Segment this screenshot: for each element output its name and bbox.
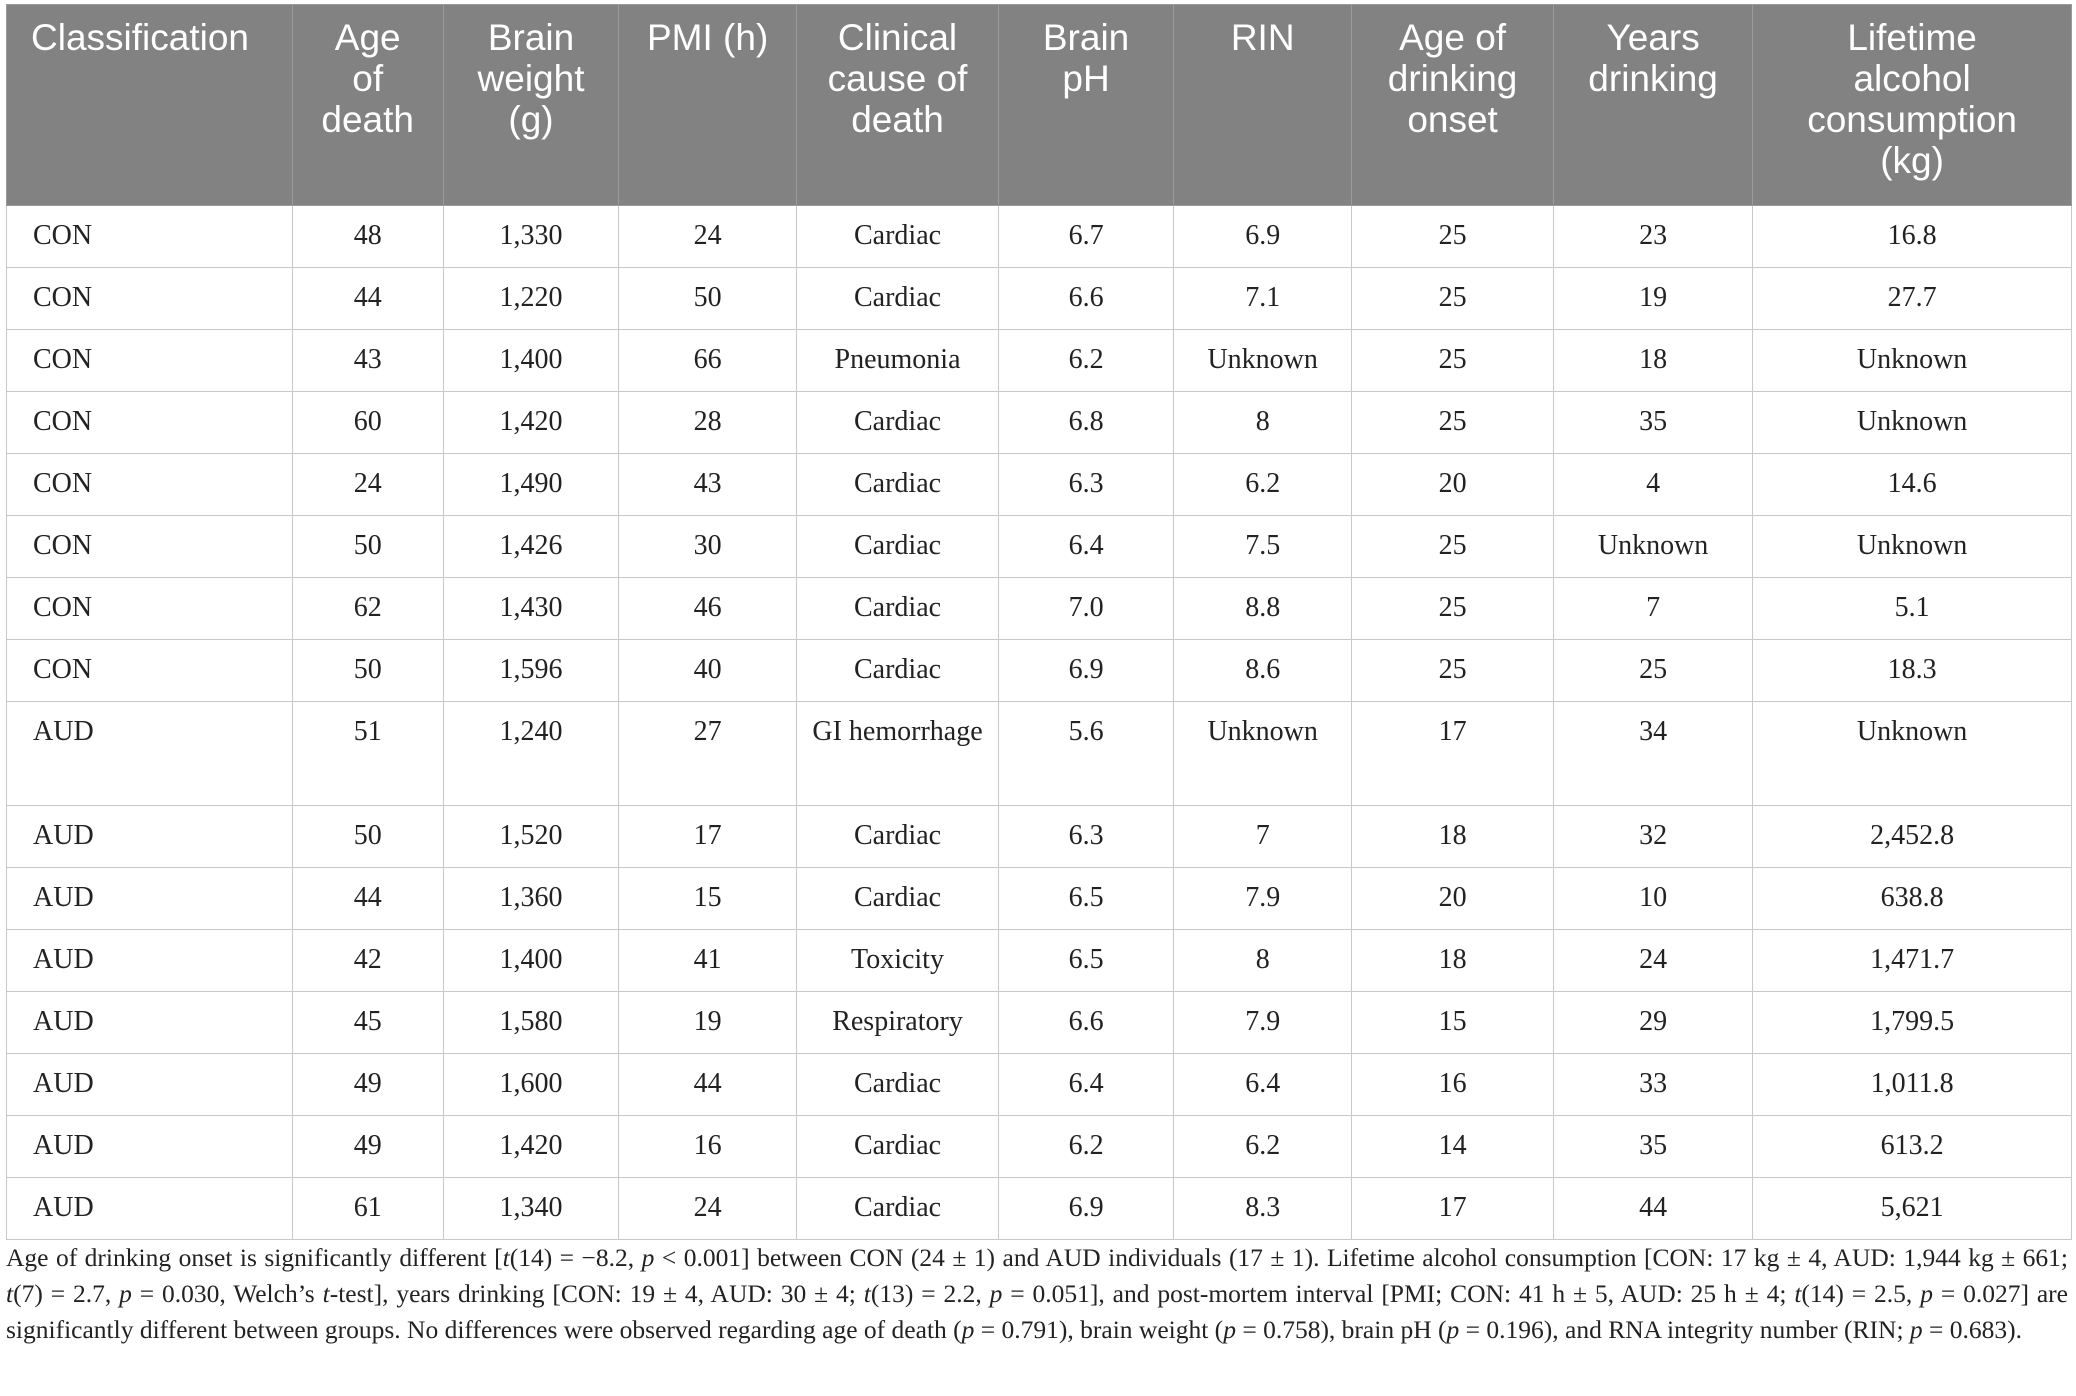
table-cell: AUD	[7, 930, 293, 992]
table-cell: 25	[1352, 578, 1554, 640]
table-cell: 6.7	[998, 206, 1173, 268]
column-header-line: death	[851, 99, 944, 140]
table-cell: 43	[619, 454, 797, 516]
footnote-text: -test], years drinking [CON: 19 ± 4, AUD: 30 ± 4;	[329, 1279, 864, 1308]
column-header-line: Age	[334, 17, 401, 58]
table-cell: Cardiac	[797, 1178, 999, 1240]
column-header-line: Classification	[31, 17, 249, 58]
table-cell: CON	[7, 268, 293, 330]
table-cell: AUD	[7, 1116, 293, 1178]
table-row	[7, 806, 2072, 868]
column-header-line: Lifetime	[1847, 17, 1977, 58]
footnote-text: = 0.030, Welch’s	[131, 1279, 323, 1308]
table-cell: 32	[1554, 806, 1753, 868]
table-row	[7, 330, 2072, 392]
table-row	[7, 516, 2072, 578]
table-cell: 17	[1352, 702, 1554, 806]
column-header-line: death	[321, 99, 414, 140]
table-cell: 27.7	[1753, 268, 2072, 330]
table-cell: CON	[7, 392, 293, 454]
table-cell: 19	[1554, 268, 1753, 330]
footnote-text: = 0.027] are significantly different between groups. No differences were observed regarding age of death (	[6, 1279, 2068, 1344]
footnote-italic: p	[989, 1279, 1003, 1308]
table-cell: 6.8	[998, 392, 1173, 454]
table-cell: 40	[619, 640, 797, 702]
table-cell: Cardiac	[797, 268, 999, 330]
table-cell: 51	[292, 702, 443, 806]
column-header-line: Years	[1606, 17, 1700, 58]
footnote-text: = 0.683).	[1922, 1315, 2023, 1344]
table-cell: 1,400	[443, 930, 618, 992]
table-cell: 7.1	[1174, 268, 1352, 330]
table-cell: 20	[1352, 868, 1554, 930]
table-cell: 44	[292, 868, 443, 930]
table-cell: 35	[1554, 392, 1753, 454]
footnote-italic: p	[641, 1243, 655, 1272]
table-cell: 7.9	[1174, 868, 1352, 930]
column-header-line: Brain	[487, 17, 575, 58]
table-cell: Cardiac	[797, 392, 999, 454]
table-cell: 7	[1554, 578, 1753, 640]
footnote-italic: t	[6, 1279, 14, 1308]
column-header-line: cause of	[827, 58, 968, 99]
table-cell: 1,430	[443, 578, 618, 640]
column-header-line: weight	[477, 58, 585, 99]
table-row	[7, 868, 2072, 930]
table-cell: 5,621	[1753, 1178, 2072, 1240]
table-row	[7, 930, 2072, 992]
table-cell: 1,426	[443, 516, 618, 578]
table-cell: Unknown	[1753, 702, 2072, 806]
column-header	[1174, 5, 1352, 206]
table-row	[7, 206, 2072, 268]
table-row	[7, 992, 2072, 1054]
table-row	[7, 268, 2072, 330]
table-cell: 6.6	[998, 992, 1173, 1054]
table-cell: Respiratory	[797, 992, 999, 1054]
table-cell: 25	[1352, 268, 1554, 330]
table-cell: 50	[292, 640, 443, 702]
column-header-line: PMI (h)	[646, 17, 769, 58]
table-row	[7, 702, 2072, 806]
footnote-text: (14) = −8.2,	[509, 1243, 642, 1272]
column-header	[292, 5, 443, 206]
table-cell: 15	[619, 868, 797, 930]
table-cell: 6.3	[998, 806, 1173, 868]
table-cell: 44	[1554, 1178, 1753, 1240]
table-cell: 1,520	[443, 806, 618, 868]
table-cell: 45	[292, 992, 443, 1054]
footnote-text: = 0.051], and post-mortem interval [PMI; CON: 41 h ± 5, AUD: 25 h ± 4;	[1002, 1279, 1795, 1308]
table-row	[7, 640, 2072, 702]
table-cell: Unknown	[1753, 392, 2072, 454]
table-cell: 6.4	[998, 1054, 1173, 1116]
table-cell: 25	[1554, 640, 1753, 702]
column-header	[1554, 5, 1753, 206]
table-cell: 7.0	[998, 578, 1173, 640]
table-cell: 25	[1352, 640, 1554, 702]
table-cell: Cardiac	[797, 516, 999, 578]
table-cell: 4	[1554, 454, 1753, 516]
footnote-text: = 0.791), brain weight (	[974, 1315, 1224, 1344]
footnote-text: = 0.196), and RNA integrity number (RIN;	[1459, 1315, 1910, 1344]
footnote-text: (7) = 2.7,	[13, 1279, 120, 1308]
table-cell: 1,420	[443, 1116, 618, 1178]
column-header-line: pH	[1062, 58, 1110, 99]
table-cell: AUD	[7, 868, 293, 930]
column-header-line: Age of	[1399, 17, 1507, 58]
table-cell: 35	[1554, 1116, 1753, 1178]
table-cell: 27	[619, 702, 797, 806]
table-cell: 7.5	[1174, 516, 1352, 578]
table-cell: AUD	[7, 806, 293, 868]
table-cell: 1,340	[443, 1178, 618, 1240]
column-header-line: (kg)	[1880, 140, 1944, 181]
table-cell: 16.8	[1753, 206, 2072, 268]
table-cell: 23	[1554, 206, 1753, 268]
table-cell: 1,330	[443, 206, 618, 268]
table-cell: 7.9	[1174, 992, 1352, 1054]
table-cell: 8.8	[1174, 578, 1352, 640]
table-cell: 1,580	[443, 992, 618, 1054]
table-cell: 33	[1554, 1054, 1753, 1116]
table-cell: AUD	[7, 702, 293, 806]
footnote-text: (14) = 2.5,	[1801, 1279, 1921, 1308]
table-cell: 8	[1174, 392, 1352, 454]
table-cell: 6.9	[998, 640, 1173, 702]
table-cell: 41	[619, 930, 797, 992]
table-cell: 62	[292, 578, 443, 640]
table-cell: Cardiac	[797, 1054, 999, 1116]
footnote-italic: t	[322, 1279, 330, 1308]
table-cell: 6.9	[1174, 206, 1352, 268]
table-cell: 18	[1554, 330, 1753, 392]
column-header	[998, 5, 1173, 206]
table-cell: 49	[292, 1116, 443, 1178]
table-cell: CON	[7, 454, 293, 516]
column-header	[7, 5, 293, 206]
column-header	[797, 5, 999, 206]
footnote-italic: p	[1920, 1279, 1933, 1308]
table-cell: 18	[1352, 806, 1554, 868]
table-cell: 24	[619, 206, 797, 268]
table-cell: 18	[1352, 930, 1554, 992]
table-cell: 29	[1554, 992, 1753, 1054]
footnote-italic: p	[961, 1315, 975, 1344]
table-cell: 6.2	[998, 330, 1173, 392]
column-header	[1352, 5, 1554, 206]
table-cell: 1,011.8	[1753, 1054, 2072, 1116]
table-row	[7, 454, 2072, 516]
footnote-text: = 0.758), brain pH (	[1235, 1315, 1447, 1344]
column-header-line: drinking	[1387, 58, 1518, 99]
table-cell: 2,452.8	[1753, 806, 2072, 868]
table-cell: 5.6	[998, 702, 1173, 806]
table-cell: Unknown	[1554, 516, 1753, 578]
footnote-text: < 0.001] between CON (24 ± 1) and AUD individuals (17 ± 1). Lifetime alcohol consumption [CON: 17 kg ± 4, AUD: 1,944 kg ± 661;	[654, 1243, 2068, 1272]
table-cell: 50	[292, 806, 443, 868]
table-cell: 8	[1174, 930, 1352, 992]
table-cell: 34	[1554, 702, 1753, 806]
table-cell: Cardiac	[797, 640, 999, 702]
footnote-italic: p	[1223, 1315, 1236, 1344]
table-cell: GI hemorrhage	[797, 702, 999, 806]
column-header	[443, 5, 618, 206]
table-cell: 30	[619, 516, 797, 578]
table-cell: 18.3	[1753, 640, 2072, 702]
table-cell: Pneumonia	[797, 330, 999, 392]
table-cell: CON	[7, 330, 293, 392]
table-cell: 6.5	[998, 930, 1173, 992]
table-cell: 1,490	[443, 454, 618, 516]
table-cell: Cardiac	[797, 1116, 999, 1178]
footnote-italic: t	[863, 1279, 871, 1308]
table-cell: 1,220	[443, 268, 618, 330]
table-cell: Cardiac	[797, 806, 999, 868]
table-cell: 19	[619, 992, 797, 1054]
column-header	[619, 5, 797, 206]
table-cell: 1,471.7	[1753, 930, 2072, 992]
table-cell: 48	[292, 206, 443, 268]
footnote-italic: t	[502, 1243, 510, 1272]
table-cell: CON	[7, 578, 293, 640]
table-cell: 20	[1352, 454, 1554, 516]
footnote-italic: p	[1446, 1315, 1460, 1344]
table-cell: 6.3	[998, 454, 1173, 516]
table-cell: Cardiac	[797, 206, 999, 268]
table-cell: 50	[292, 516, 443, 578]
table-cell: 1,420	[443, 392, 618, 454]
table-cell: 25	[1352, 206, 1554, 268]
table-cell: 44	[619, 1054, 797, 1116]
table-cell: 10	[1554, 868, 1753, 930]
header-row	[7, 5, 2072, 206]
table-cell: 24	[619, 1178, 797, 1240]
table-cell: Cardiac	[797, 868, 999, 930]
data-table	[6, 4, 2072, 1240]
table-cell: 16	[619, 1116, 797, 1178]
table-cell: 16	[1352, 1054, 1554, 1116]
footnote-text: (13) = 2.2,	[870, 1279, 990, 1308]
table-cell: Unknown	[1174, 330, 1352, 392]
table-cell: 17	[619, 806, 797, 868]
footnote-italic: t	[1794, 1279, 1802, 1308]
table-cell: 613.2	[1753, 1116, 2072, 1178]
column-header-line: alcohol	[1853, 58, 1971, 99]
table-cell: 638.8	[1753, 868, 2072, 930]
table-row	[7, 1054, 2072, 1116]
table-header	[7, 5, 2072, 206]
column-header-line: consumption	[1807, 99, 2017, 140]
table-cell: 15	[1352, 992, 1554, 1054]
table-cell: 1,596	[443, 640, 618, 702]
table-cell: 24	[292, 454, 443, 516]
table-row	[7, 578, 2072, 640]
table-cell: AUD	[7, 1178, 293, 1240]
table-cell: 42	[292, 930, 443, 992]
table-cell: 6.2	[998, 1116, 1173, 1178]
table-cell: 24	[1554, 930, 1753, 992]
column-header-line: RIN	[1230, 17, 1295, 58]
table-cell: 28	[619, 392, 797, 454]
table-cell: 49	[292, 1054, 443, 1116]
table-cell: 61	[292, 1178, 443, 1240]
table-cell: 25	[1352, 516, 1554, 578]
table-cell: 25	[1352, 392, 1554, 454]
table-cell: 17	[1352, 1178, 1554, 1240]
table-cell: 7	[1174, 806, 1352, 868]
table-cell: 1,360	[443, 868, 618, 930]
table-row	[7, 1116, 2072, 1178]
table-body	[7, 206, 2072, 1240]
table-cell: 6.4	[998, 516, 1173, 578]
table-cell: 6.6	[998, 268, 1173, 330]
table-cell: 46	[619, 578, 797, 640]
table-cell: 60	[292, 392, 443, 454]
column-header	[1753, 5, 2072, 206]
column-header-line: drinking	[1588, 58, 1718, 99]
table-cell: 8.6	[1174, 640, 1352, 702]
table-cell: 8.3	[1174, 1178, 1352, 1240]
table-cell: 44	[292, 268, 443, 330]
table-cell: CON	[7, 640, 293, 702]
table-cell: 6.4	[1174, 1054, 1352, 1116]
table-cell: 1,799.5	[1753, 992, 2072, 1054]
footnote-text: Age of drinking onset is significantly different [	[6, 1243, 503, 1272]
footnote-italic: p	[119, 1279, 132, 1308]
table-cell: 50	[619, 268, 797, 330]
table-cell: Cardiac	[797, 454, 999, 516]
table-cell: 6.5	[998, 868, 1173, 930]
table-cell: 66	[619, 330, 797, 392]
table-cell: 1,240	[443, 702, 618, 806]
table-cell: Unknown	[1753, 330, 2072, 392]
column-header-line: onset	[1407, 99, 1498, 140]
table-cell: 6.2	[1174, 1116, 1352, 1178]
table-cell: Unknown	[1753, 516, 2072, 578]
table-cell: CON	[7, 516, 293, 578]
table-cell: CON	[7, 206, 293, 268]
table-cell: 14	[1352, 1116, 1554, 1178]
footnote-italic: p	[1909, 1315, 1923, 1344]
table-row	[7, 392, 2072, 454]
table-cell: 6.2	[1174, 454, 1352, 516]
table-cell: Unknown	[1174, 702, 1352, 806]
table-cell: 25	[1352, 330, 1554, 392]
table-cell: 1,400	[443, 330, 618, 392]
column-header-line: of	[352, 58, 384, 99]
table-cell: AUD	[7, 1054, 293, 1116]
table-cell: 5.1	[1753, 578, 2072, 640]
table-cell: Toxicity	[797, 930, 999, 992]
table-row	[7, 1178, 2072, 1240]
column-header-line: Clinical	[837, 17, 958, 58]
table-cell: 6.9	[998, 1178, 1173, 1240]
column-header-line: Brain	[1042, 17, 1130, 58]
table-cell: Cardiac	[797, 578, 999, 640]
column-header-line: (g)	[508, 99, 554, 140]
table-cell: AUD	[7, 992, 293, 1054]
table-footnote	[6, 1240, 2068, 1348]
table-cell: 1,600	[443, 1054, 618, 1116]
table-cell: 14.6	[1753, 454, 2072, 516]
table-cell: 43	[292, 330, 443, 392]
